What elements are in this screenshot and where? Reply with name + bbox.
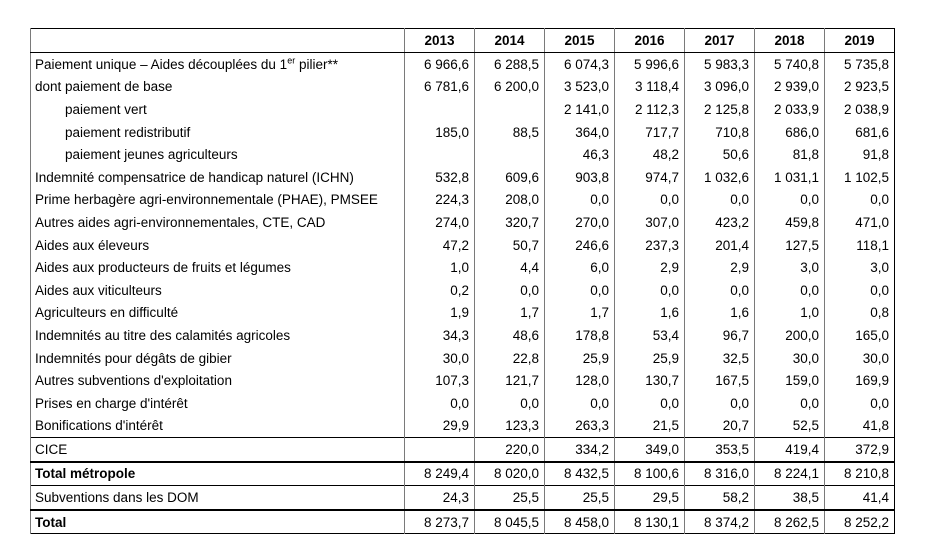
value-cell: 208,0 bbox=[475, 189, 545, 212]
table-row bbox=[31, 392, 895, 415]
value-cell: 29,5 bbox=[615, 486, 685, 510]
value-cell: 0,0 bbox=[755, 189, 825, 212]
year-header: 2017 bbox=[685, 29, 755, 53]
value-cell: 22,8 bbox=[475, 347, 545, 370]
header-row bbox=[31, 29, 895, 53]
value-cell: 5 740,8 bbox=[755, 53, 825, 76]
value-cell: 0,0 bbox=[475, 279, 545, 302]
row-label bbox=[31, 98, 405, 121]
row-label bbox=[31, 347, 405, 370]
value-cell bbox=[405, 143, 475, 166]
value-cell: 2 923,5 bbox=[825, 76, 895, 99]
value-cell: 220,0 bbox=[475, 438, 545, 462]
value-cell: 25,9 bbox=[615, 347, 685, 370]
year-header: 2019 bbox=[825, 29, 895, 53]
value-cell: 3 118,4 bbox=[615, 76, 685, 99]
row-label-text: paiement jeunes agriculteurs bbox=[65, 147, 238, 163]
value-cell: 270,0 bbox=[545, 211, 615, 234]
value-cell: 130,7 bbox=[615, 369, 685, 392]
value-cell: 423,2 bbox=[685, 211, 755, 234]
table-row bbox=[31, 98, 895, 121]
value-cell: 710,8 bbox=[685, 121, 755, 144]
row-label bbox=[31, 256, 405, 279]
value-cell: 0,0 bbox=[545, 279, 615, 302]
value-cell: 8 249,4 bbox=[405, 462, 475, 486]
value-cell: 1,0 bbox=[755, 302, 825, 325]
value-cell: 2 125,8 bbox=[685, 98, 755, 121]
value-cell: 2 112,3 bbox=[615, 98, 685, 121]
value-cell: 532,8 bbox=[405, 166, 475, 189]
value-cell: 263,3 bbox=[545, 415, 615, 438]
value-cell: 0,0 bbox=[825, 189, 895, 212]
value-cell: 48,2 bbox=[615, 143, 685, 166]
value-cell: 307,0 bbox=[615, 211, 685, 234]
row-label-text: Prime herbagère agri-environnementale (PHAE), PMSEE bbox=[35, 192, 378, 208]
row-label bbox=[31, 76, 405, 99]
value-cell: 1,9 bbox=[405, 302, 475, 325]
row-label-text: Total bbox=[35, 514, 67, 530]
value-cell: 41,4 bbox=[825, 486, 895, 510]
value-cell: 0,2 bbox=[405, 279, 475, 302]
value-cell: 349,0 bbox=[615, 438, 685, 462]
value-cell: 334,2 bbox=[545, 438, 615, 462]
value-cell: 0,0 bbox=[475, 392, 545, 415]
value-cell: 372,9 bbox=[825, 438, 895, 462]
value-cell: 81,8 bbox=[755, 143, 825, 166]
row-label-suffix: pilier** bbox=[295, 56, 338, 72]
value-cell: 8 273,7 bbox=[405, 510, 475, 534]
value-cell: 21,5 bbox=[615, 415, 685, 438]
table-body bbox=[31, 53, 895, 534]
value-cell: 20,7 bbox=[685, 415, 755, 438]
value-cell: 0,0 bbox=[755, 392, 825, 415]
header-label-cell bbox=[31, 29, 405, 53]
value-cell: 201,4 bbox=[685, 234, 755, 257]
value-cell: 34,3 bbox=[405, 324, 475, 347]
row-label bbox=[31, 462, 405, 486]
row-label bbox=[31, 302, 405, 325]
value-cell: 237,3 bbox=[615, 234, 685, 257]
value-cell: 3,0 bbox=[825, 256, 895, 279]
row-label bbox=[31, 166, 405, 189]
table-row bbox=[31, 324, 895, 347]
value-cell: 30,0 bbox=[825, 347, 895, 370]
value-cell: 471,0 bbox=[825, 211, 895, 234]
row-label-text: Autres subventions d'exploitation bbox=[35, 373, 232, 389]
value-cell: 58,2 bbox=[685, 486, 755, 510]
row-label-text: Indemnité compensatrice de handicap naturel (ICHN) bbox=[35, 169, 354, 185]
value-cell bbox=[405, 98, 475, 121]
row-label bbox=[31, 510, 405, 534]
value-cell: 3,0 bbox=[755, 256, 825, 279]
value-cell: 50,7 bbox=[475, 234, 545, 257]
value-cell: 364,0 bbox=[545, 121, 615, 144]
value-cell: 48,6 bbox=[475, 324, 545, 347]
value-cell: 0,0 bbox=[825, 279, 895, 302]
value-cell: 8 100,6 bbox=[615, 462, 685, 486]
value-cell: 6,0 bbox=[545, 256, 615, 279]
value-cell: 5 735,8 bbox=[825, 53, 895, 76]
value-cell: 200,0 bbox=[755, 324, 825, 347]
value-cell: 107,3 bbox=[405, 369, 475, 392]
table-row bbox=[31, 121, 895, 144]
row-label-text: Indemnités au titre des calamités agricoles bbox=[35, 327, 291, 343]
value-cell: 1,0 bbox=[405, 256, 475, 279]
value-cell: 53,4 bbox=[615, 324, 685, 347]
value-cell: 167,5 bbox=[685, 369, 755, 392]
value-cell: 8 224,1 bbox=[755, 462, 825, 486]
value-cell: 29,9 bbox=[405, 415, 475, 438]
value-cell: 8 045,5 bbox=[475, 510, 545, 534]
value-cell: 353,5 bbox=[685, 438, 755, 462]
value-cell: 5 983,3 bbox=[685, 53, 755, 76]
value-cell: 224,3 bbox=[405, 189, 475, 212]
value-cell: 2,9 bbox=[685, 256, 755, 279]
row-label-text: Paiement unique – Aides découplées du 1 bbox=[35, 56, 288, 72]
value-cell: 0,0 bbox=[755, 279, 825, 302]
value-cell: 246,6 bbox=[545, 234, 615, 257]
row-label bbox=[31, 279, 405, 302]
value-cell: 118,1 bbox=[825, 234, 895, 257]
value-cell: 1 031,1 bbox=[755, 166, 825, 189]
value-cell: 903,8 bbox=[545, 166, 615, 189]
value-cell: 8 316,0 bbox=[685, 462, 755, 486]
row-label-text: Prises en charge d'intérêt bbox=[35, 395, 188, 411]
value-cell: 0,0 bbox=[545, 189, 615, 212]
value-cell: 91,8 bbox=[825, 143, 895, 166]
value-cell: 2,9 bbox=[615, 256, 685, 279]
value-cell: 1,7 bbox=[475, 302, 545, 325]
table-row bbox=[31, 211, 895, 234]
row-label-text: Aides aux viticulteurs bbox=[35, 282, 162, 298]
table-row bbox=[31, 189, 895, 212]
value-cell: 2 939,0 bbox=[755, 76, 825, 99]
value-cell bbox=[475, 143, 545, 166]
table-row bbox=[31, 166, 895, 189]
row-label bbox=[31, 234, 405, 257]
value-cell: 320,7 bbox=[475, 211, 545, 234]
value-cell: 0,0 bbox=[685, 189, 755, 212]
value-cell: 88,5 bbox=[475, 121, 545, 144]
value-cell: 686,0 bbox=[755, 121, 825, 144]
value-cell: 609,6 bbox=[475, 166, 545, 189]
year-header: 2018 bbox=[755, 29, 825, 53]
value-cell: 121,7 bbox=[475, 369, 545, 392]
row-label-text: Indemnités pour dégâts de gibier bbox=[35, 350, 232, 366]
value-cell: 25,9 bbox=[545, 347, 615, 370]
row-label bbox=[31, 324, 405, 347]
value-cell: 5 996,6 bbox=[615, 53, 685, 76]
row-label-text: Agriculteurs en difficulté bbox=[35, 305, 179, 321]
value-cell: 6 781,6 bbox=[405, 76, 475, 99]
row-label-text: Subventions dans les DOM bbox=[35, 490, 199, 506]
row-label-text: Total métropole bbox=[35, 466, 136, 482]
row-label bbox=[31, 189, 405, 212]
value-cell: 0,0 bbox=[405, 392, 475, 415]
table-row bbox=[31, 302, 895, 325]
value-cell: 0,0 bbox=[685, 392, 755, 415]
row-label bbox=[31, 486, 405, 510]
value-cell: 3 096,0 bbox=[685, 76, 755, 99]
table-row bbox=[31, 369, 895, 392]
year-header: 2013 bbox=[405, 29, 475, 53]
table-row bbox=[31, 462, 895, 486]
value-cell: 24,3 bbox=[405, 486, 475, 510]
row-label bbox=[31, 392, 405, 415]
value-cell: 2 038,9 bbox=[825, 98, 895, 121]
value-cell: 50,6 bbox=[685, 143, 755, 166]
value-cell: 717,7 bbox=[615, 121, 685, 144]
value-cell: 0,0 bbox=[615, 279, 685, 302]
year-header: 2014 bbox=[475, 29, 545, 53]
value-cell: 127,5 bbox=[755, 234, 825, 257]
table-row bbox=[31, 347, 895, 370]
row-label-text: Aides aux éleveurs bbox=[35, 237, 150, 253]
value-cell: 0,0 bbox=[615, 392, 685, 415]
value-cell: 459,8 bbox=[755, 211, 825, 234]
row-label bbox=[31, 415, 405, 438]
table-row bbox=[31, 415, 895, 438]
value-cell: 52,5 bbox=[755, 415, 825, 438]
value-cell: 30,0 bbox=[405, 347, 475, 370]
value-cell: 25,5 bbox=[545, 486, 615, 510]
value-cell: 681,6 bbox=[825, 121, 895, 144]
value-cell: 1,6 bbox=[615, 302, 685, 325]
value-cell: 185,0 bbox=[405, 121, 475, 144]
year-header: 2015 bbox=[545, 29, 615, 53]
table-row bbox=[31, 510, 895, 534]
value-cell: 1,6 bbox=[685, 302, 755, 325]
table-row bbox=[31, 53, 895, 76]
value-cell: 8 374,2 bbox=[685, 510, 755, 534]
table-row bbox=[31, 486, 895, 510]
document-page bbox=[30, 28, 895, 534]
value-cell: 128,0 bbox=[545, 369, 615, 392]
value-cell: 1 102,5 bbox=[825, 166, 895, 189]
value-cell: 0,0 bbox=[825, 392, 895, 415]
value-cell: 165,0 bbox=[825, 324, 895, 347]
value-cell: 8 210,8 bbox=[825, 462, 895, 486]
row-label-text: Aides aux producteurs de fruits et légumes bbox=[35, 260, 291, 276]
row-label bbox=[31, 143, 405, 166]
value-cell: 8 432,5 bbox=[545, 462, 615, 486]
row-label bbox=[31, 53, 405, 76]
table-row bbox=[31, 143, 895, 166]
row-label bbox=[31, 211, 405, 234]
value-cell: 0,0 bbox=[615, 189, 685, 212]
value-cell: 3 523,0 bbox=[545, 76, 615, 99]
value-cell: 2 141,0 bbox=[545, 98, 615, 121]
table-row bbox=[31, 256, 895, 279]
row-label bbox=[31, 438, 405, 462]
table-row bbox=[31, 76, 895, 99]
value-cell: 8 020,0 bbox=[475, 462, 545, 486]
value-cell: 6 966,6 bbox=[405, 53, 475, 76]
value-cell: 1,7 bbox=[545, 302, 615, 325]
value-cell: 47,2 bbox=[405, 234, 475, 257]
value-cell: 25,5 bbox=[475, 486, 545, 510]
value-cell: 32,5 bbox=[685, 347, 755, 370]
value-cell: 38,5 bbox=[755, 486, 825, 510]
value-cell: 0,0 bbox=[685, 279, 755, 302]
row-label bbox=[31, 121, 405, 144]
value-cell: 8 130,1 bbox=[615, 510, 685, 534]
row-label bbox=[31, 369, 405, 392]
value-cell: 159,0 bbox=[755, 369, 825, 392]
value-cell: 2 033,9 bbox=[755, 98, 825, 121]
value-cell: 6 074,3 bbox=[545, 53, 615, 76]
value-cell: 8 458,0 bbox=[545, 510, 615, 534]
row-label-text: paiement vert bbox=[65, 101, 147, 117]
value-cell bbox=[475, 98, 545, 121]
value-cell: 419,4 bbox=[755, 438, 825, 462]
value-cell: 4,4 bbox=[475, 256, 545, 279]
value-cell: 30,0 bbox=[755, 347, 825, 370]
value-cell: 41,8 bbox=[825, 415, 895, 438]
value-cell: 178,8 bbox=[545, 324, 615, 347]
value-cell: 8 262,5 bbox=[755, 510, 825, 534]
row-label-text: CICE bbox=[35, 441, 68, 457]
row-label-text: paiement redistributif bbox=[65, 124, 191, 140]
row-label-text: dont paiement de base bbox=[35, 79, 173, 95]
value-cell: 169,9 bbox=[825, 369, 895, 392]
value-cell: 123,3 bbox=[475, 415, 545, 438]
year-header: 2016 bbox=[615, 29, 685, 53]
table-row bbox=[31, 438, 895, 462]
value-cell: 274,0 bbox=[405, 211, 475, 234]
row-label-text: Bonifications d'intérêt bbox=[35, 418, 163, 434]
value-cell: 96,7 bbox=[685, 324, 755, 347]
value-cell: 0,0 bbox=[545, 392, 615, 415]
subventions-table bbox=[30, 28, 895, 534]
value-cell: 1 032,6 bbox=[685, 166, 755, 189]
value-cell: 46,3 bbox=[545, 143, 615, 166]
value-cell: 6 200,0 bbox=[475, 76, 545, 99]
table-row bbox=[31, 279, 895, 302]
value-cell bbox=[405, 438, 475, 462]
row-label-text: Autres aides agri-environnementales, CTE, CAD bbox=[35, 214, 326, 230]
row-label-superscript: er bbox=[287, 55, 296, 66]
value-cell: 8 252,2 bbox=[825, 510, 895, 534]
table-row bbox=[31, 234, 895, 257]
value-cell: 974,7 bbox=[615, 166, 685, 189]
value-cell: 6 288,5 bbox=[475, 53, 545, 76]
value-cell: 0,8 bbox=[825, 302, 895, 325]
